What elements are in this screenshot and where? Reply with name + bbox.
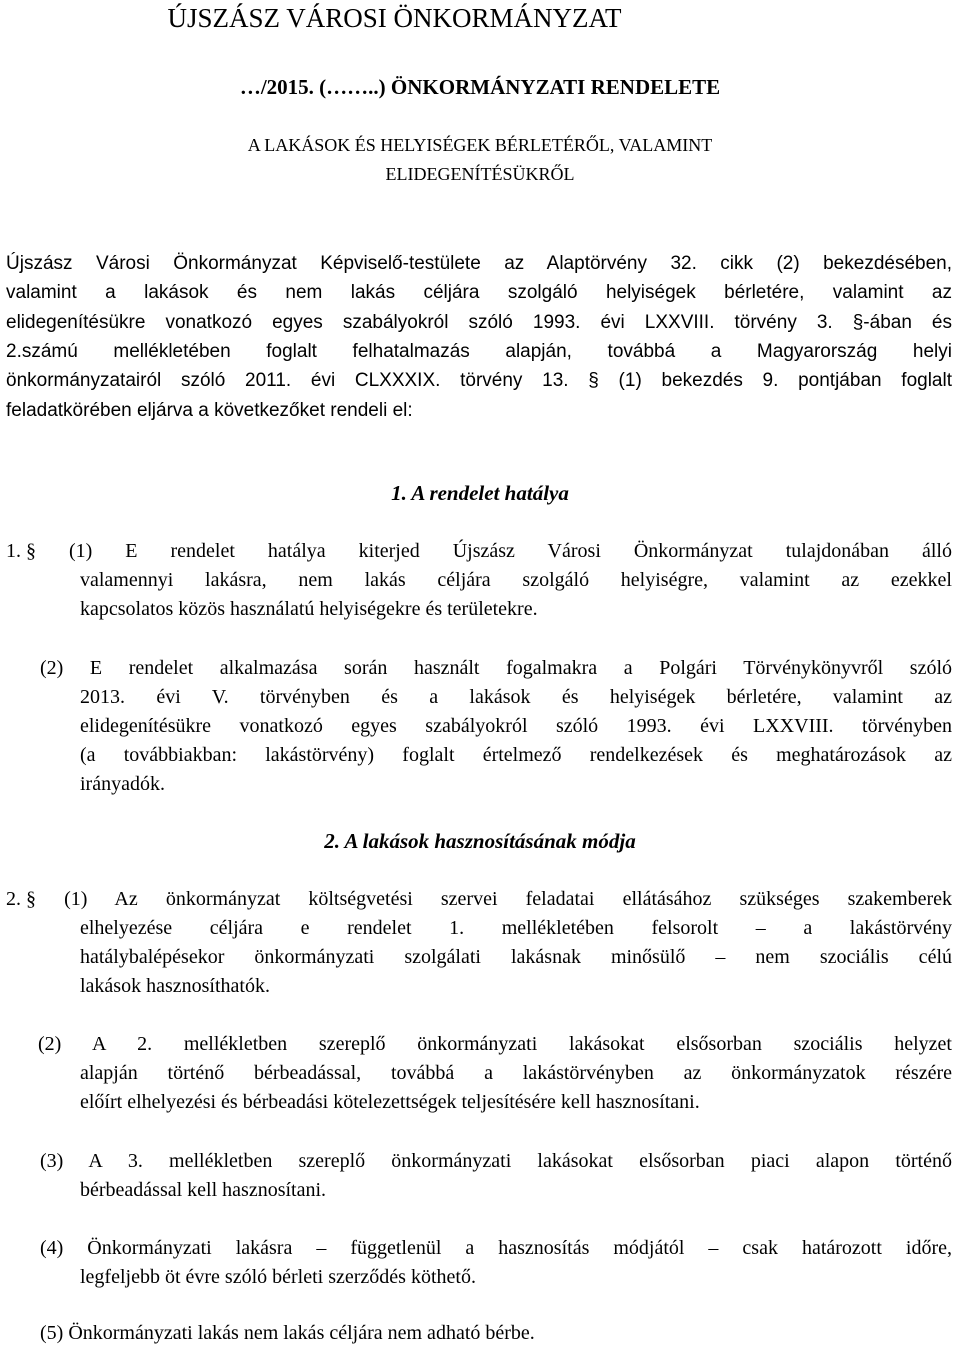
preamble-line: önkormányzatairól szóló 2011. évi CLXXXIX. törvény 13. § (1) bekezdés 9. pontjában foglalt [6, 370, 952, 391]
paragraph-line: valamennyi lakásra, nem lakás céljára szolgáló helyiségre, valamint az ezekkel [80, 569, 952, 591]
paragraph-line: (3) A 3. mellékletben szereplő önkormányzati lakásokat elsősorban piaci alapon történő [40, 1150, 952, 1172]
preamble-line: 2.számú mellékletében foglalt felhatalmazás alapján, továbbá a Magyarország helyi [6, 341, 952, 362]
decree-number: …/2015. (……..) ÖNKORMÁNYZATI RENDELETE [239, 75, 721, 99]
paragraph-line: elhelyezése céljára e rendelet 1. mellékletében felsorolt – a lakástörvény [80, 917, 952, 939]
paragraph-line: előírt elhelyezési és bérbeadási kötelezettségek teljesítésére kell hasznosítani. [80, 1091, 700, 1113]
preamble-line: feladatkörében eljárva a következőket rendeli el: [6, 400, 413, 421]
section-number: 1. [6, 540, 21, 562]
decree-subject-line-1: A LAKÁSOK ÉS HELYISÉGEK BÉRLETÉRŐL, VALAMINT [247, 135, 713, 155]
paragraph-line: § (1) Az önkormányzat költségvetési szervei feladatai ellátásához szükséges szakemberek [26, 888, 952, 910]
decree-subject-line-2: ELIDEGENÍTÉSÜKRŐL [385, 164, 575, 184]
paragraph-line: (2) A 2. mellékletben szereplő önkormányzati lakásokat elsősorban szociális helyzet [38, 1033, 952, 1055]
paragraph-line: hatálybalépésekor önkormányzati szolgálati lakásnak minősülő – nem szociális célú [80, 946, 952, 968]
paragraph-line: legfeljebb öt évre szóló bérleti szerződés köthető. [80, 1266, 476, 1288]
section-heading: 2. A lakások hasznosításának módja [324, 829, 636, 853]
paragraph-line: (a továbbiakban: lakástörvény) foglalt értelmező rendelkezések és meghatározások az [80, 744, 952, 766]
section-heading: 1. A rendelet hatálya [391, 481, 569, 505]
paragraph-line: (2) E rendelet alkalmazása során használt fogalmakra a Polgári Törvénykönyvről szóló [40, 657, 952, 679]
paragraph-line: lakások hasznosíthatók. [80, 975, 270, 997]
paragraph-line: kapcsolatos közös használatú helyiségekre és területekre. [80, 598, 538, 620]
paragraph-line: alapján történő bérbeadással, továbbá a lakástörvényben az önkormányzatok részére [80, 1062, 952, 1084]
paragraph-line: (4) Önkormányzati lakásra – függetlenül a hasznosítás módjától – csak határozott időre, [40, 1237, 952, 1259]
paragraph-line: (5) Önkormányzati lakás nem lakás céljára nem adható bérbe. [40, 1322, 535, 1344]
paragraph-line: elidegenítésükre vonatkozó egyes szabályokról szóló 1993. évi LXXVIII. törvényben [80, 715, 952, 737]
preamble-line: elidegenítésükre vonatkozó egyes szabályokról szóló 1993. évi LXXVIII. törvény 3. §-ában és [6, 312, 952, 333]
paragraph-line: bérbeadással kell hasznosítani. [80, 1179, 327, 1201]
preamble-line: valamint a lakások és nem lakás céljára szolgáló helyiségek bérletére, valamint az [6, 282, 952, 303]
section-number: 2. [6, 888, 21, 910]
paragraph-line: 2013. évi V. törvényben és a lakások és helyiségek bérletére, valamint az [80, 686, 952, 708]
paragraph-line: § (1) E rendelet hatálya kiterjed Újszász Városi Önkormányzat tulajdonában álló [26, 540, 952, 562]
document-title: ÚJSZÁSZ VÁROSI ÖNKORMÁNYZAT [167, 3, 622, 33]
preamble-line: Újszász Városi Önkormányzat Képviselő-testülete az Alaptörvény 32. cikk (2) bekezdésében, [6, 253, 952, 274]
paragraph-line: irányadók. [80, 773, 165, 795]
